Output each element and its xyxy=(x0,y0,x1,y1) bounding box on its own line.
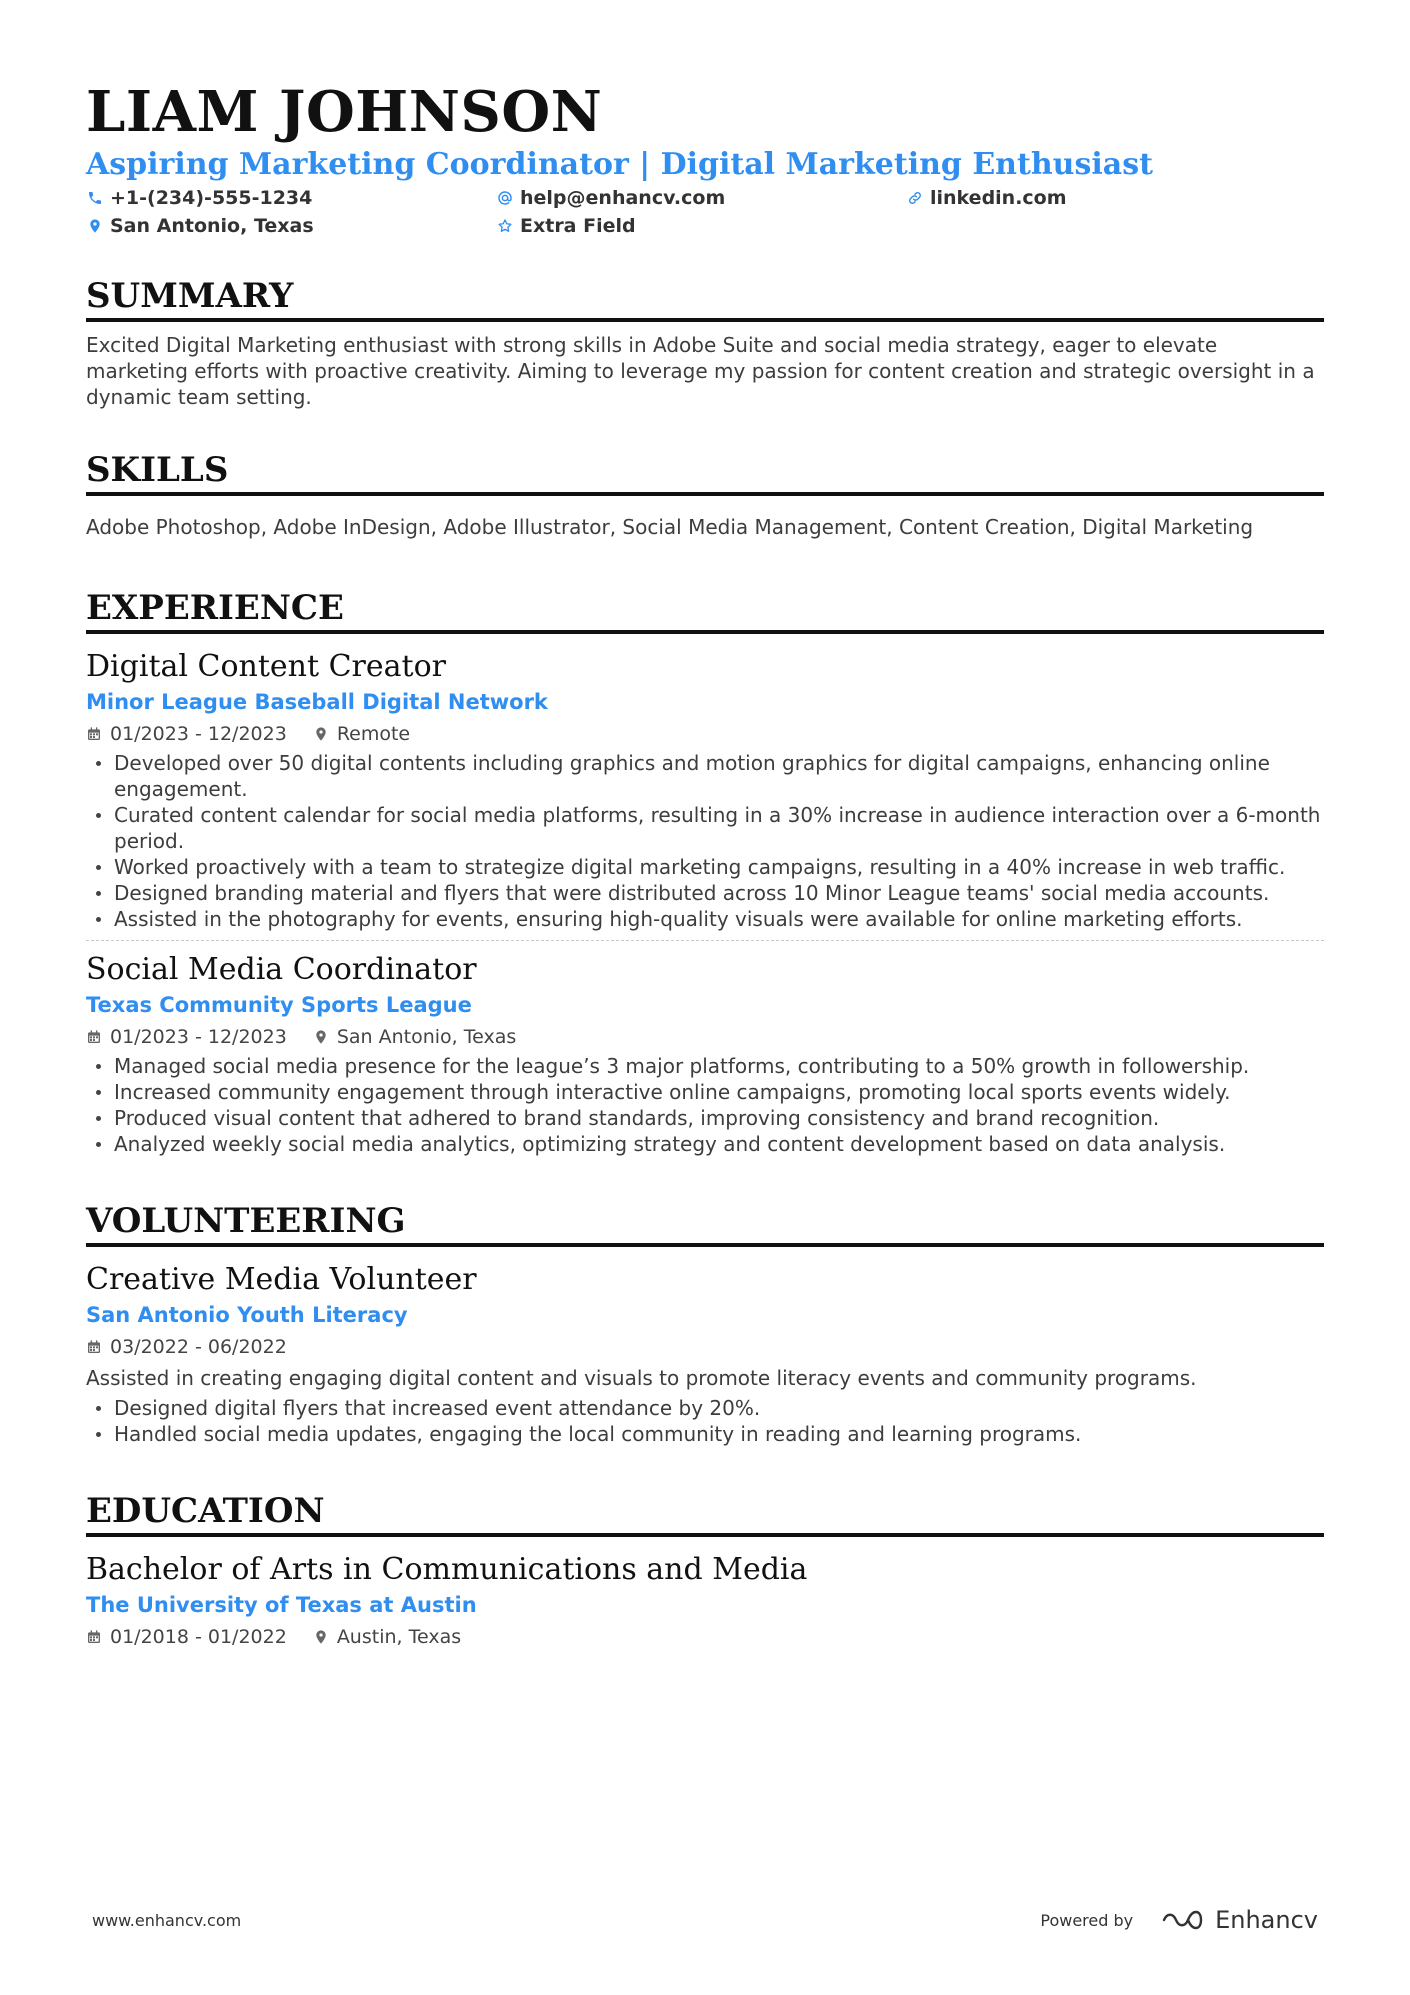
footer-website-link[interactable]: www.enhancv.com xyxy=(92,1910,242,1930)
bullet-item: Designed branding material and flyers that were distributed across 10 Minor League teams' social media accounts. xyxy=(86,880,1324,906)
location-pin-icon xyxy=(313,726,329,742)
job-dates xyxy=(86,722,287,746)
education-title: EDUCATION xyxy=(86,1491,1324,1537)
job-bullets xyxy=(86,1053,1324,1157)
education-location xyxy=(313,1625,461,1649)
job-dates xyxy=(86,1025,287,1049)
company-name: Minor League Baseball Digital Network xyxy=(86,690,548,714)
volunteering-section xyxy=(86,1201,1324,1447)
bullet-item: Curated content calendar for social media platforms, resulting in a 30% increase in audience interaction over a 6-month period. xyxy=(86,802,1324,854)
star-icon xyxy=(496,217,514,235)
volunteering-title: VOLUNTEERING xyxy=(86,1201,1324,1247)
experience-section xyxy=(86,588,1324,1157)
school-name: The University of Texas at Austin xyxy=(86,1593,477,1617)
bullet-item: Analyzed weekly social media analytics, optimizing strategy and content development based on data analysis. xyxy=(86,1131,1324,1157)
summary-section xyxy=(86,276,1324,410)
job-location-text: Remote xyxy=(336,723,411,745)
company-name: Texas Community Sports League xyxy=(86,993,472,1017)
name-heading: LIAM JOHNSON xyxy=(86,79,603,145)
link-icon xyxy=(906,189,924,207)
bullet-item: Worked proactively with a team to strategize digital marketing campaigns, resulting in a 40% increase in web traffic. xyxy=(86,854,1324,880)
location-pin-icon xyxy=(313,1029,329,1045)
contact-extra xyxy=(496,216,906,236)
education-location-text: Austin, Texas xyxy=(336,1626,462,1648)
job-title: Social Media Coordinator xyxy=(86,952,477,987)
contact-phone[interactable] xyxy=(86,188,496,208)
volunteer-role: Creative Media Volunteer xyxy=(86,1262,477,1297)
skills-text: Adobe Photoshop, Adobe InDesign, Adobe Illustrator, Social Media Management, Content Creation, Digital Marketing xyxy=(86,515,1254,539)
contact-location xyxy=(86,216,496,236)
headline: Aspiring Marketing Coordinator | Digital Marketing Enthusiast xyxy=(86,147,1153,182)
contact-linkedin-text: linkedin.com xyxy=(930,187,1067,209)
bullet-item: Handled social media updates, engaging the local community in reading and learning programs. xyxy=(86,1421,1324,1447)
job-dates-text: 01/2023 - 12/2023 xyxy=(110,1026,287,1048)
job-dates-text: 01/2023 - 12/2023 xyxy=(110,723,287,745)
contact-email-text: help@enhancv.com xyxy=(520,187,726,209)
education-dates xyxy=(86,1625,287,1649)
bullet-item: Developed over 50 digital contents including graphics and motion graphics for digital campaigns, enhancing online engagement. xyxy=(86,750,1324,802)
contact-extra-text: Extra Field xyxy=(520,215,636,237)
job-location-text: San Antonio, Texas xyxy=(336,1026,517,1048)
skills-title: SKILLS xyxy=(86,450,1324,496)
volunteer-meta xyxy=(86,1335,1324,1359)
enhancv-logo-icon xyxy=(1161,1908,1207,1932)
calendar-icon xyxy=(86,1339,102,1355)
at-icon xyxy=(496,189,514,207)
calendar-icon xyxy=(86,1629,102,1645)
skills-section xyxy=(86,450,1324,540)
experience-entry xyxy=(86,648,1324,932)
volunteer-description: Assisted in creating engaging digital content and visuals to promote literacy events and community programs. xyxy=(86,1366,1197,1390)
location-pin-icon xyxy=(313,1629,329,1645)
calendar-icon xyxy=(86,726,102,742)
summary-title: SUMMARY xyxy=(86,276,1324,322)
contact-email[interactable] xyxy=(496,188,906,208)
footer xyxy=(0,1900,1410,1940)
bullet-item: Increased community engagement through interactive online campaigns, promoting local sports events widely. xyxy=(86,1079,1324,1105)
job-location xyxy=(313,722,410,746)
contact-location-text: San Antonio, Texas xyxy=(110,215,314,237)
enhancv-logo[interactable] xyxy=(1161,1906,1318,1934)
location-pin-icon xyxy=(86,217,104,235)
experience-title: EXPERIENCE xyxy=(86,588,1324,634)
degree: Bachelor of Arts in Communications and Media xyxy=(86,1552,808,1587)
powered-by-label: Powered by xyxy=(1040,1910,1134,1930)
volunteer-org: San Antonio Youth Literacy xyxy=(86,1303,408,1327)
volunteer-dates xyxy=(86,1335,287,1359)
enhancv-brand-text: Enhancv xyxy=(1215,1906,1318,1934)
phone-icon xyxy=(86,189,104,207)
education-dates-text: 01/2018 - 01/2022 xyxy=(110,1626,287,1648)
job-meta xyxy=(86,1025,1324,1049)
bullet-item: Produced visual content that adhered to brand standards, improving consistency and brand recognition. xyxy=(86,1105,1324,1131)
volunteer-dates-text: 03/2022 - 06/2022 xyxy=(110,1336,287,1358)
education-entry xyxy=(86,1551,1324,1649)
footer-branding xyxy=(1040,1906,1318,1934)
experience-entry xyxy=(86,940,1324,1157)
summary-text: Excited Digital Marketing enthusiast with strong skills in Adobe Suite and social media strategy, eager to elevate marketing efforts with proactive creativity. Aiming to leverage my passion for content creation and strategic oversight in a dynamic team setting. xyxy=(86,333,1315,409)
job-bullets xyxy=(86,750,1324,932)
education-section xyxy=(86,1491,1324,1649)
contact-linkedin[interactable] xyxy=(906,188,1206,208)
bullet-item: Assisted in the photography for events, ensuring high-quality visuals were available for online marketing efforts. xyxy=(86,906,1324,932)
calendar-icon xyxy=(86,1029,102,1045)
contact-phone-text: +1-(234)-555-1234 xyxy=(110,187,313,209)
bullet-item: Managed social media presence for the league’s 3 major platforms, contributing to a 50% growth in followership. xyxy=(86,1053,1324,1079)
bullet-item: Designed digital flyers that increased event attendance by 20%. xyxy=(86,1395,1324,1421)
job-meta xyxy=(86,722,1324,746)
volunteering-entry xyxy=(86,1261,1324,1447)
volunteer-bullets xyxy=(86,1395,1324,1447)
job-title: Digital Content Creator xyxy=(86,649,446,684)
job-location xyxy=(313,1025,516,1049)
education-meta xyxy=(86,1625,1324,1649)
contact-info xyxy=(86,188,1324,236)
